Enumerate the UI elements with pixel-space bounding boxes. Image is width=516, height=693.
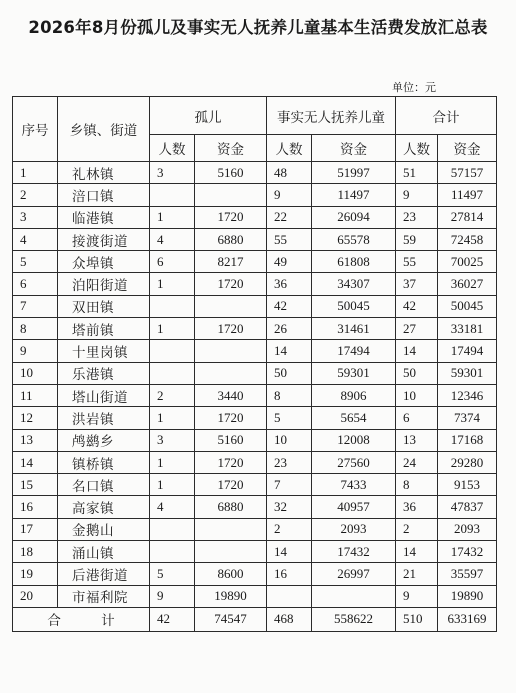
cell-orphan-fund: 1720 <box>195 407 267 429</box>
cell-town: 市福利院 <box>58 585 150 607</box>
cell-seq: 7 <box>13 295 58 317</box>
cell-town: 众埠镇 <box>58 251 150 273</box>
cell-total-count: 37 <box>396 273 438 295</box>
cell-de-facto-fund: 8906 <box>312 384 396 406</box>
cell-orphan-count: 1 <box>150 273 195 295</box>
cell-de-facto-fund: 2093 <box>312 518 396 540</box>
cell-town: 鸬鹚乡 <box>58 429 150 451</box>
total-de-facto-count: 468 <box>267 607 312 631</box>
header-de-facto-count: 人数 <box>267 135 312 162</box>
cell-total-fund: 12346 <box>438 384 497 406</box>
document-title: 2026年8月份孤儿及事实无人抚养儿童基本生活费发放汇总表 <box>28 18 488 37</box>
cell-town: 泊阳街道 <box>58 273 150 295</box>
cell-total-count: 2 <box>396 518 438 540</box>
cell-seq: 19 <box>13 563 58 585</box>
cell-orphan-count: 1 <box>150 206 195 228</box>
summary-table <box>12 96 497 632</box>
cell-total-fund: 59301 <box>438 362 497 384</box>
cell-seq: 15 <box>13 474 58 496</box>
cell-de-facto-count: 32 <box>267 496 312 518</box>
cell-total-fund: 29280 <box>438 451 497 473</box>
cell-total-count: 9 <box>396 585 438 607</box>
cell-de-facto-fund: 26094 <box>312 206 396 228</box>
table-row <box>13 184 497 206</box>
cell-de-facto-count: 7 <box>267 474 312 496</box>
cell-orphan-fund <box>195 340 267 362</box>
cell-total-fund: 47837 <box>438 496 497 518</box>
cell-orphan-fund <box>195 541 267 563</box>
cell-de-facto-count: 8 <box>267 384 312 406</box>
cell-town: 礼林镇 <box>58 162 150 184</box>
cell-seq: 1 <box>13 162 58 184</box>
cell-de-facto-fund: 40957 <box>312 496 396 518</box>
cell-de-facto-fund: 31461 <box>312 318 396 340</box>
cell-orphan-count: 5 <box>150 563 195 585</box>
cell-total-count: 10 <box>396 384 438 406</box>
cell-town: 塔前镇 <box>58 318 150 340</box>
cell-town: 涌山镇 <box>58 541 150 563</box>
table-row <box>13 206 497 228</box>
cell-de-facto-count: 55 <box>267 228 312 250</box>
cell-orphan-count: 4 <box>150 228 195 250</box>
cell-total-count: 6 <box>396 407 438 429</box>
cell-town: 双田镇 <box>58 295 150 317</box>
cell-orphan-fund: 5160 <box>195 429 267 451</box>
cell-total-fund: 72458 <box>438 228 497 250</box>
cell-town: 洪岩镇 <box>58 407 150 429</box>
cell-orphan-count: 1 <box>150 318 195 340</box>
table-body <box>13 162 497 632</box>
cell-orphan-count <box>150 518 195 540</box>
table-row <box>13 251 497 273</box>
cell-orphan-count: 1 <box>150 451 195 473</box>
cell-orphan-count <box>150 340 195 362</box>
cell-de-facto-count: 42 <box>267 295 312 317</box>
cell-de-facto-count: 10 <box>267 429 312 451</box>
cell-de-facto-count: 16 <box>267 563 312 585</box>
cell-seq: 3 <box>13 206 58 228</box>
cell-orphan-fund: 1720 <box>195 206 267 228</box>
cell-orphan-count: 9 <box>150 585 195 607</box>
cell-total-count: 55 <box>396 251 438 273</box>
cell-orphan-fund: 1720 <box>195 451 267 473</box>
cell-total-fund: 17432 <box>438 541 497 563</box>
cell-de-facto-count: 26 <box>267 318 312 340</box>
cell-orphan-fund: 6880 <box>195 496 267 518</box>
table-row <box>13 228 497 250</box>
cell-de-facto-fund: 26997 <box>312 563 396 585</box>
cell-total-fund: 57157 <box>438 162 497 184</box>
table-row <box>13 496 497 518</box>
cell-de-facto-fund: 12008 <box>312 429 396 451</box>
header-de-facto: 事实无人抚养儿童 <box>267 97 396 135</box>
cell-orphan-fund <box>195 362 267 384</box>
cell-orphan-fund: 6880 <box>195 228 267 250</box>
cell-orphan-fund: 5160 <box>195 162 267 184</box>
cell-seq: 4 <box>13 228 58 250</box>
table-row <box>13 162 497 184</box>
table-row <box>13 362 497 384</box>
cell-seq: 14 <box>13 451 58 473</box>
cell-total-count: 50 <box>396 362 438 384</box>
header-orphan: 孤儿 <box>150 97 267 135</box>
cell-seq: 6 <box>13 273 58 295</box>
cell-town: 高家镇 <box>58 496 150 518</box>
header-town: 乡镇、街道 <box>58 97 150 162</box>
cell-orphan-count: 4 <box>150 496 195 518</box>
cell-town: 后港街道 <box>58 563 150 585</box>
cell-de-facto-fund: 61808 <box>312 251 396 273</box>
cell-de-facto-count: 9 <box>267 184 312 206</box>
cell-de-facto-count: 2 <box>267 518 312 540</box>
table-row <box>13 541 497 563</box>
cell-town: 塔山街道 <box>58 384 150 406</box>
cell-de-facto-fund: 50045 <box>312 295 396 317</box>
cell-orphan-count: 3 <box>150 429 195 451</box>
cell-total-count: 8 <box>396 474 438 496</box>
cell-seq: 9 <box>13 340 58 362</box>
cell-seq: 20 <box>13 585 58 607</box>
total-fund: 633169 <box>438 607 497 631</box>
table-row <box>13 384 497 406</box>
cell-total-count: 13 <box>396 429 438 451</box>
cell-total-count: 59 <box>396 228 438 250</box>
unit-label: 单位：元 <box>392 81 436 94</box>
total-de-facto-fund: 558622 <box>312 607 396 631</box>
cell-total-count: 42 <box>396 295 438 317</box>
total-orphan-count: 42 <box>150 607 195 631</box>
cell-de-facto-fund <box>312 585 396 607</box>
cell-orphan-count <box>150 295 195 317</box>
cell-de-facto-count: 23 <box>267 451 312 473</box>
cell-total-fund: 17168 <box>438 429 497 451</box>
cell-total-count: 27 <box>396 318 438 340</box>
cell-de-facto-count <box>267 585 312 607</box>
cell-total-fund: 11497 <box>438 184 497 206</box>
cell-orphan-count: 1 <box>150 474 195 496</box>
cell-orphan-fund: 1720 <box>195 273 267 295</box>
cell-total-fund: 17494 <box>438 340 497 362</box>
cell-total-count: 14 <box>396 340 438 362</box>
cell-total-count: 14 <box>396 541 438 563</box>
cell-de-facto-fund: 65578 <box>312 228 396 250</box>
cell-orphan-fund <box>195 295 267 317</box>
cell-orphan-count: 6 <box>150 251 195 273</box>
cell-de-facto-count: 14 <box>267 340 312 362</box>
cell-seq: 13 <box>13 429 58 451</box>
cell-total-fund: 50045 <box>438 295 497 317</box>
cell-de-facto-fund: 7433 <box>312 474 396 496</box>
cell-town: 乐港镇 <box>58 362 150 384</box>
table-row <box>13 451 497 473</box>
cell-de-facto-count: 22 <box>267 206 312 228</box>
cell-seq: 18 <box>13 541 58 563</box>
cell-total-count: 36 <box>396 496 438 518</box>
cell-seq: 17 <box>13 518 58 540</box>
cell-total-fund: 9153 <box>438 474 497 496</box>
cell-seq: 10 <box>13 362 58 384</box>
cell-orphan-fund <box>195 518 267 540</box>
cell-de-facto-fund: 5654 <box>312 407 396 429</box>
header-total-count: 人数 <box>396 135 438 162</box>
cell-de-facto-fund: 11497 <box>312 184 396 206</box>
cell-de-facto-fund: 34307 <box>312 273 396 295</box>
total-label: 合 计 <box>13 607 150 631</box>
cell-de-facto-count: 14 <box>267 541 312 563</box>
cell-seq: 2 <box>13 184 58 206</box>
cell-orphan-fund: 19890 <box>195 585 267 607</box>
cell-town: 临港镇 <box>58 206 150 228</box>
cell-total-count: 51 <box>396 162 438 184</box>
header-orphan-count: 人数 <box>150 135 195 162</box>
cell-de-facto-fund: 17494 <box>312 340 396 362</box>
table-row <box>13 563 497 585</box>
table-row <box>13 340 497 362</box>
cell-orphan-fund: 1720 <box>195 474 267 496</box>
table-row <box>13 318 497 340</box>
cell-town: 涪口镇 <box>58 184 150 206</box>
cell-total-count: 21 <box>396 563 438 585</box>
cell-de-facto-count: 36 <box>267 273 312 295</box>
cell-orphan-count <box>150 362 195 384</box>
cell-orphan-fund <box>195 184 267 206</box>
table-row <box>13 407 497 429</box>
cell-total-count: 9 <box>396 184 438 206</box>
table-row <box>13 518 497 540</box>
total-row <box>13 607 497 631</box>
cell-town: 接渡街道 <box>58 228 150 250</box>
table-row <box>13 585 497 607</box>
cell-de-facto-count: 50 <box>267 362 312 384</box>
cell-orphan-fund: 3440 <box>195 384 267 406</box>
cell-total-count: 24 <box>396 451 438 473</box>
header-orphan-fund: 资金 <box>195 135 267 162</box>
total-count: 510 <box>396 607 438 631</box>
cell-seq: 11 <box>13 384 58 406</box>
total-orphan-fund: 74547 <box>195 607 267 631</box>
cell-de-facto-count: 49 <box>267 251 312 273</box>
header-de-facto-fund: 资金 <box>312 135 396 162</box>
cell-total-fund: 36027 <box>438 273 497 295</box>
header-total: 合计 <box>396 97 497 135</box>
cell-seq: 16 <box>13 496 58 518</box>
cell-seq: 12 <box>13 407 58 429</box>
cell-seq: 8 <box>13 318 58 340</box>
cell-town: 名口镇 <box>58 474 150 496</box>
cell-total-fund: 7374 <box>438 407 497 429</box>
header-total-fund: 资金 <box>438 135 497 162</box>
cell-total-fund: 2093 <box>438 518 497 540</box>
header-seq: 序号 <box>13 97 58 162</box>
cell-town: 镇桥镇 <box>58 451 150 473</box>
cell-orphan-fund: 1720 <box>195 318 267 340</box>
cell-town: 金鹅山 <box>58 518 150 540</box>
cell-total-fund: 33181 <box>438 318 497 340</box>
cell-total-fund: 35597 <box>438 563 497 585</box>
cell-seq: 5 <box>13 251 58 273</box>
cell-total-fund: 70025 <box>438 251 497 273</box>
cell-de-facto-fund: 59301 <box>312 362 396 384</box>
cell-de-facto-count: 48 <box>267 162 312 184</box>
cell-total-fund: 27814 <box>438 206 497 228</box>
cell-orphan-count: 3 <box>150 162 195 184</box>
table-row <box>13 429 497 451</box>
cell-de-facto-fund: 27560 <box>312 451 396 473</box>
cell-de-facto-fund: 17432 <box>312 541 396 563</box>
cell-de-facto-count: 5 <box>267 407 312 429</box>
cell-orphan-fund: 8600 <box>195 563 267 585</box>
table-row <box>13 273 497 295</box>
cell-de-facto-fund: 51997 <box>312 162 396 184</box>
cell-orphan-fund: 8217 <box>195 251 267 273</box>
cell-total-fund: 19890 <box>438 585 497 607</box>
cell-orphan-count: 2 <box>150 384 195 406</box>
cell-orphan-count <box>150 541 195 563</box>
cell-total-count: 23 <box>396 206 438 228</box>
table-row <box>13 295 497 317</box>
cell-orphan-count: 1 <box>150 407 195 429</box>
cell-town: 十里岗镇 <box>58 340 150 362</box>
table-row <box>13 474 497 496</box>
cell-orphan-count <box>150 184 195 206</box>
